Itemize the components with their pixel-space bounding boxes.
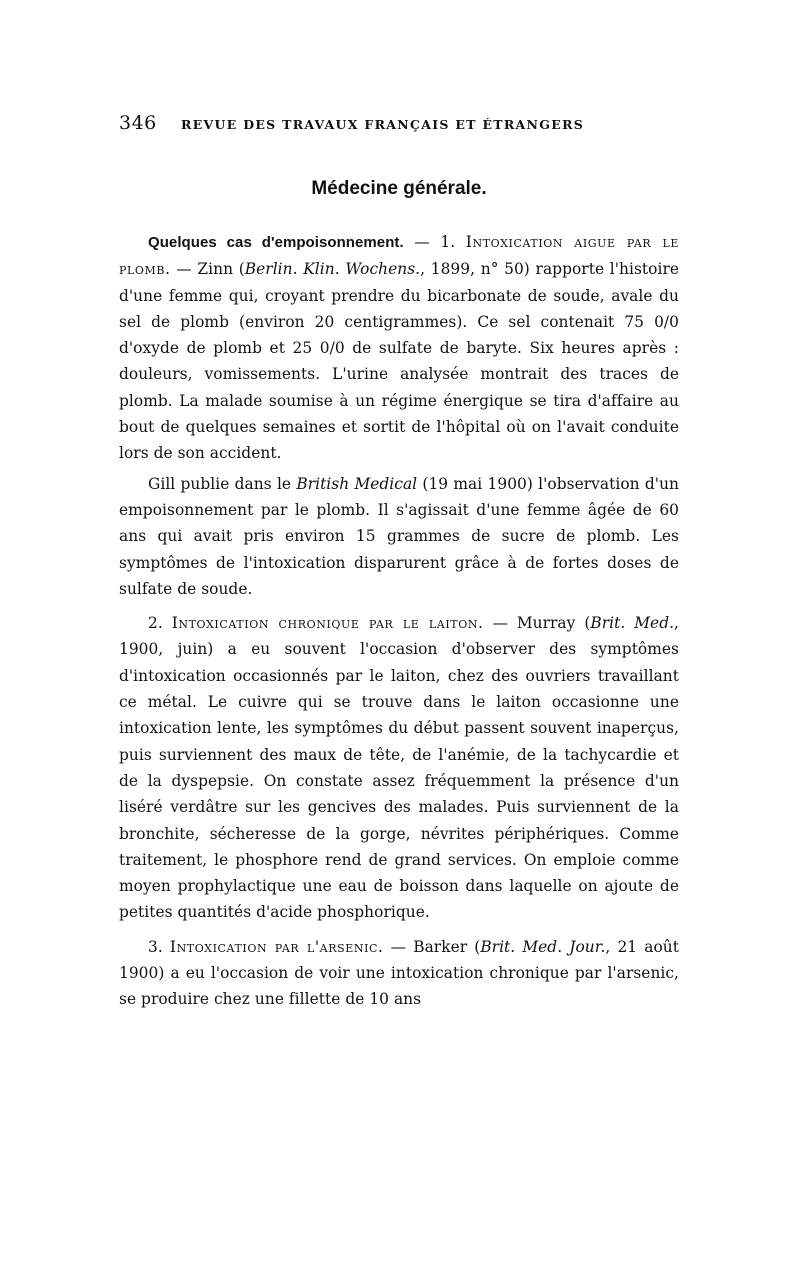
paragraph-text: Gill publie dans le: [148, 474, 297, 493]
running-title: REVUE DES TRAVAUX FRANÇAIS ET ÉTRANGERS: [181, 117, 585, 132]
paragraph-arsenic-poisoning: [119, 934, 679, 1013]
paragraph-text: , 1899, n° 50) rapporte l'histoire d'une femme qui, croyant prendre du bicarbonate de soude, avale du sel de plomb (environ 20 centigrammes). Ce sel contenait 75 0/0 d'oxyde de plomb et 25 0/0 de sulfate de baryte. Six heures après : douleurs, vomissements. L'urine analysée montrait des traces de plomb. La malade soumise à un régime énergique se tira d'affaire au bout de quelques semaines et sortit de l'hôpital où on l'avait conduite lors de son accident.: [119, 260, 680, 463]
paragraph-text: , 21 août 1900) a eu l'occasion de voir une intoxication chronique par l'arsenic, se produire chez une fillette de 10 ans: [119, 937, 679, 1009]
separator: — Zinn (: [170, 260, 245, 279]
subsection-heading: Intoxication chronique par le laiton.: [171, 614, 484, 633]
document-page: [119, 112, 679, 1017]
section-title: Médecine générale.: [311, 178, 487, 199]
journal-citation: British Medical: [296, 474, 418, 493]
paragraph-text: , 1900, juin) a eu souvent l'occasion d'observer des symptômes d'intoxication occasionnés par le laiton, chez des ouvriers travaillant ce métal. Le cuivre qui se trouve dans le laiton occasionne une intoxication lente, les symptômes du début passent souvent inaperçus, puis surviennent des maux de tête, de l'anémie, de la tachycardie et de la dyspepsie. On constate assez fréquemment la présence d'un liséré verdâtre sur les gencives des malades. Puis surviennent de la bronchite, sécheresse de la gorge, névrites périphériques. Comme traitement, le phosphore rend de grand services. On emploie comme moyen prophylactique une eau de boisson dans laquelle on ajoute de petites quantités d'acide phosphorique.: [119, 614, 679, 922]
separator: — 1.: [403, 233, 466, 251]
separator: — Barker (: [383, 937, 481, 956]
subsection-heading: Intoxication par l'arsenic.: [169, 937, 384, 956]
separator: — Murray (: [483, 614, 591, 633]
paragraph-brass-poisoning: [119, 610, 679, 926]
paragraph-lead-poisoning-acute: [119, 229, 679, 467]
subsection-heading: Intoxication aigue par le plomb.: [119, 233, 679, 279]
item-number: 3.: [148, 937, 170, 956]
journal-citation: Brit. Med.: [590, 614, 675, 633]
journal-citation: Berlin. Klin. Wochens.: [244, 260, 421, 279]
paragraph-gill: [119, 471, 679, 602]
running-header: [119, 112, 679, 138]
article-lead: Quelques cas d'empoisonnement.: [148, 234, 404, 251]
paragraph-text: (19 mai 1900) l'observation d'un empoisonnement par le plomb. Il s'agissait d'une femme âgée de 60 ans qui avait pris environ 15 grammes de sucre de plomb. Les symptômes de l'intoxication disparurent grâce à de fortes doses de sulfate de soude.: [119, 474, 679, 598]
item-number: 2.: [148, 614, 172, 633]
journal-citation: Brit. Med. Jour.: [480, 937, 606, 956]
page-number: 346: [119, 112, 157, 134]
